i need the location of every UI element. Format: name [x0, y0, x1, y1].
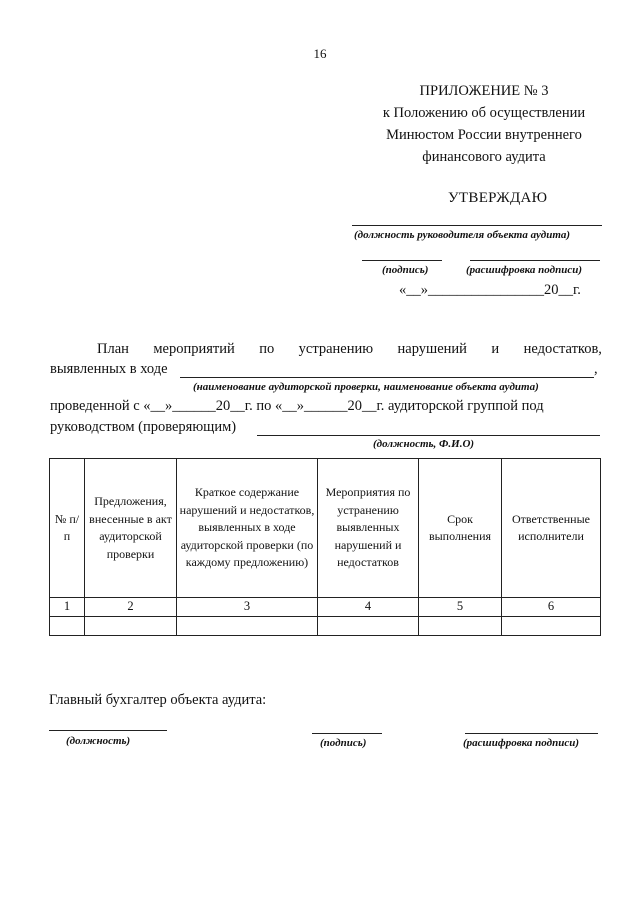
plan-word-4: устранению [298, 341, 374, 357]
plan-line-4: руководством (проверяющим) [50, 419, 237, 435]
column-number-6: 6 [502, 598, 601, 617]
appendix-line-2: Минюстом России внутреннего [386, 127, 582, 143]
plan-line-1 [97, 341, 602, 358]
plan-word-7: недостатков, [523, 341, 602, 357]
footer-position-caption: (должность) [66, 735, 131, 747]
column-number-3: 3 [177, 598, 318, 617]
table-row [50, 617, 601, 636]
header-proposals: Предложения, внесенные в акт аудиторской проверки [85, 459, 177, 598]
decoding-caption: (расшифровка подписи) [466, 264, 582, 276]
footer-signature-line [312, 733, 382, 734]
signature-caption: (подпись) [382, 264, 429, 276]
inspector-line [257, 435, 600, 436]
position-signature-line [352, 225, 602, 226]
header-measures: Мероприятия по устранению выявленных нарушений и недостатков [318, 459, 419, 598]
position-caption: (должность руководителя объекта аудита) [354, 229, 571, 241]
plan-word-5: нарушений [397, 341, 467, 357]
column-number-4: 4 [318, 598, 419, 617]
plan-line-3: проведенной с «__»______20__г. по «__»______20__г. аудиторской группой под [50, 398, 544, 414]
column-number-5: 5 [419, 598, 502, 617]
plan-line-2: выявленных в ходе [50, 361, 168, 377]
header-summary: Краткое содержание нарушений и недостатков, выявленных в ходе аудиторской проверки (по каждому предложению) [177, 459, 318, 598]
header-deadline: Срок выполнения [419, 459, 502, 598]
table-cell [177, 617, 318, 636]
footer-signature-caption: (подпись) [320, 737, 367, 749]
audit-name-line [180, 377, 594, 378]
footer-position-line [49, 730, 167, 731]
chief-accountant-label: Главный бухгалтер объекта аудита: [49, 692, 267, 708]
appendix-title: ПРИЛОЖЕНИЕ № 3 [419, 83, 549, 99]
approve-title: УТВЕРЖДАЮ [448, 190, 548, 206]
column-number-2: 2 [85, 598, 177, 617]
plan-word-1: План [97, 341, 129, 357]
signature-line [362, 260, 442, 261]
measures-table [49, 458, 601, 636]
plan-line-2-comma: , [594, 361, 598, 377]
table-row [50, 598, 601, 617]
plan-word-6: и [491, 341, 500, 357]
appendix-line-1: к Положению об осуществлении [382, 105, 586, 121]
column-number-1: 1 [50, 598, 85, 617]
header-responsible: Ответственные исполнители [502, 459, 601, 598]
plan-word-2: мероприятий [153, 341, 235, 357]
table-cell [419, 617, 502, 636]
inspector-caption: (должность, Ф.И.О) [373, 438, 475, 450]
table-cell [85, 617, 177, 636]
appendix-line-3: финансового аудита [422, 149, 546, 165]
audit-name-caption: (наименование аудиторской проверки, наименование объекта аудита) [193, 381, 539, 393]
table-header-row [50, 459, 601, 598]
table-cell [50, 617, 85, 636]
approve-date-line: «__»________________20__г. [399, 282, 581, 298]
decoding-line [470, 260, 600, 261]
header-number: № п/п [50, 459, 85, 598]
table-cell [318, 617, 419, 636]
footer-decoding-caption: (расшифровка подписи) [463, 737, 579, 749]
page-number: 16 [313, 46, 327, 61]
footer-decoding-line [465, 733, 598, 734]
plan-word-3: по [259, 341, 275, 357]
table-cell [502, 617, 601, 636]
